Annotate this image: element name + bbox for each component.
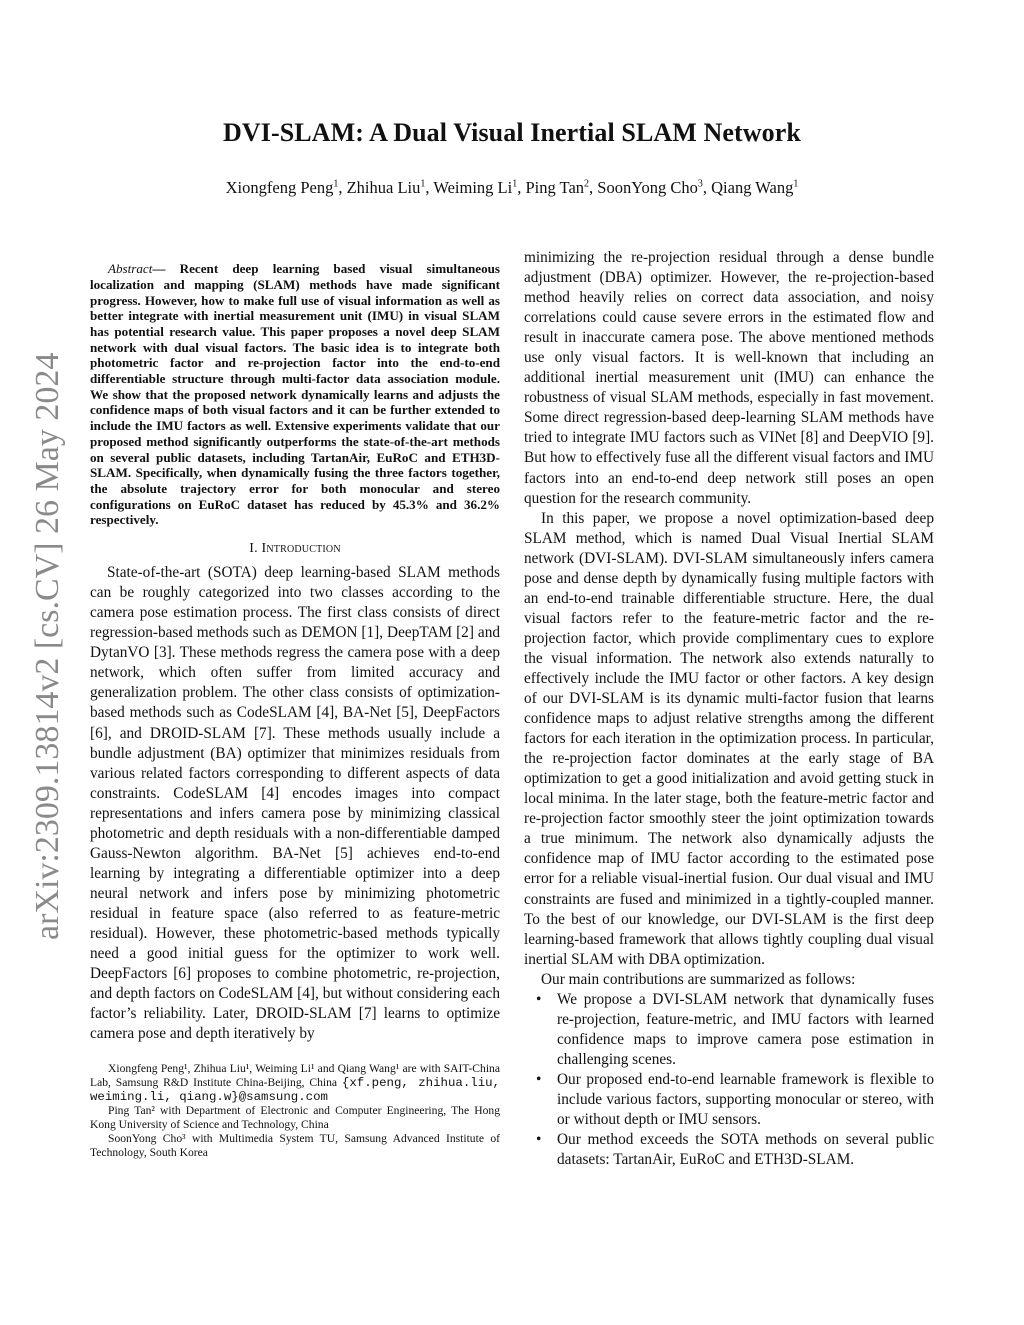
bullet-icon: • <box>536 990 542 1008</box>
author-separator: , <box>517 178 526 197</box>
list-item <box>524 990 934 1070</box>
abstract <box>90 261 500 528</box>
abstract-dash: — <box>152 261 180 277</box>
list-item <box>524 1070 934 1130</box>
footnote-3: SoonYong Cho³ with Multimedia System TU, Samsung Advanced Institute of Technology, South Korea <box>90 1132 500 1160</box>
intro-paragraph-1-continued: minimizing the re-projection residual through a dense bundle adjustment (DBA) optimizer. However, the re-projection-based method heavily relies on correct data association, and noisy correlations could cause severe errors in the estimated flow and result in inaccurate camera pose. The above mentioned methods use only visual factors. It is well-known that including an additional inertial measurement unit (IMU) can enhance the robustness of visual SLAM methods, especially in fast movement. Some direct regression-based deep-learning SLAM methods have tried to integrate IMU factors such as VINet [8] and DeepVIO [9]. But how to effectively fuse all the different visual factors and IMU factors into an end-to-end deep network still poses an open question for the research community. <box>524 249 934 507</box>
author-affiliation: 3 <box>697 178 703 190</box>
author-list <box>0 178 1024 198</box>
author-name: Qiang Wang <box>711 178 794 197</box>
author-separator: , <box>702 178 712 197</box>
contributions-list <box>524 990 934 1170</box>
author-name: Xiongfeng Peng <box>225 178 334 197</box>
section-title: Introduction <box>261 541 341 557</box>
arxiv-identifier <box>18 340 74 940</box>
bullet-icon: • <box>536 1070 542 1088</box>
bullet-icon: • <box>536 1131 542 1149</box>
author-name: SoonYong Cho <box>597 178 698 197</box>
author-separator: , <box>338 178 347 197</box>
left-column <box>90 248 500 1160</box>
footnote-1 <box>90 1062 500 1104</box>
intro-paragraph-1: State-of-the-art (SOTA) deep learning-based SLAM methods can be roughly categorized into two classes according to the camera pose estimation process. The first class consists of direct regression-based methods such as DEMON [1], DeepTAM [2] and DytanVO [3]. These methods regress the camera pose with a deep network, which often suffer from limited accuracy and generalization problem. The other class consists of optimization-based methods such as CodeSLAM [4], BA-Net [5], DeepFactors [6], and DROID-SLAM [7]. These methods usually include a bundle adjustment (BA) optimizer that minimizes residuals from various related factors corresponding to different aspects of data constraints. CodeSLAM [4] encodes images into compact representations and infers camera pose by minimizing classical photometric and depth residuals with a non-differentiable damped Gauss-Newton algorithm. BA-Net [5] achieves end-to-end learning by integrating a differentiable optimizer into a deep neural network and infers pose by minimizing photometric residual in feature space (also referred to as feature-metric residual). However, these photometric-based methods typically need a good initial guess for the optimizer to work well. DeepFactors [6] proposes to combine photometric, re-projection, and depth factors on CodeSLAM [4], but without considering each factor’s reliability. Later, DROID-SLAM [7] learns to optimize camera pose and depth iteratively by <box>90 564 500 1043</box>
author-affiliation: 1 <box>793 178 799 190</box>
author-separator: , <box>589 178 598 197</box>
footnote-1-email: {xf.peng, zhihua.liu, weiming.li, qiang.w}@samsung.com <box>90 1076 500 1105</box>
footnote-1-text: Xiongfeng Peng¹, Zhihua Liu¹, Weiming Li¹ and Qiang Wang¹ are with SAIT-China Lab, Samsung R&D Institute China-Beijing, China <box>90 1062 500 1090</box>
abstract-text: Recent deep learning based visual simultaneous localization and mapping (SLAM) methods have made significant progress. However, how to make full use of visual information as well as better integrate with inertial measurement unit (IMU) in visual SLAM has potential research value. This paper proposes a novel deep SLAM network with dual visual factors. The basic idea is to integrate both photometric factor and re-projection factor into the end-to-end differentiable structure through multi-factor data association module. We show that the proposed network dynamically learns and adjusts the confidence maps of both visual factors and it can be further extended to include the IMU factors as well. Extensive experiments validate that our proposed method significantly outperforms the state-of-the-art methods on several public datasets, including TartanAir, EuRoC and ETH3D-SLAM. Specifically, when dynamically fusing the three factors together, the absolute trajectory error for both monocular and stereo configurations on EuRoC dataset has reduced by 45.3% and 36.2% respectively. <box>90 261 500 528</box>
list-item-text: We propose a DVI-SLAM network that dynamically fuses re-projection, feature-metric, and IMU factors with learned confidence maps to improve camera pose estimation in challenging scenes. <box>557 990 934 1068</box>
author-affiliation: 1 <box>420 178 426 190</box>
section-heading <box>90 541 500 557</box>
footnotes <box>90 1062 500 1160</box>
intro-paragraph-3: Our main contributions are summarized as follows: <box>541 970 856 988</box>
author-affiliation: 1 <box>333 178 339 190</box>
abstract-label: Abstract <box>108 261 153 277</box>
list-item <box>524 1130 934 1170</box>
author-name: Weiming Li <box>433 178 513 197</box>
author-affiliation: 1 <box>512 178 518 190</box>
footnote-2: Ping Tan² with Department of Electronic and Computer Engineering, The Hong Kong University of Science and Technology, China <box>90 1104 500 1132</box>
right-column <box>524 248 934 1170</box>
arxiv-identifier-text: arXiv:2309.13814v2 [cs.CV] 26 May 2024 <box>29 352 66 940</box>
author-separator: , <box>425 178 434 197</box>
intro-paragraph-2: In this paper, we propose a novel optimization-based deep SLAM method, which is named Dual Visual Inertial SLAM network (DVI-SLAM). DVI-SLAM simultaneously infers camera pose and dense depth by dynamically fusing multiple factors with an end-to-end trainable differentiable structure. Here, the dual visual factors refer to the feature-metric factor and the re-projection factor, which provide complimentary cues to explore the visual information. The network also extends naturally to effectively include the IMU factor or other factors. A key design of our DVI-SLAM is its dynamic multi-factor fusion that learns confidence maps to adjust relative strengths among the different factors for each iteration in the optimization process. In particular, the re-projection factor dominates at the early stage of BA optimization to get a good initialization and avoid getting stuck in local minima. In the later stage, both the feature-metric factor and re-projection factor smoothly steer the joint optimization towards a true minimum. The network also dynamically adjusts the confidence map of IMU factor according to the estimated pose error for a reliable visual-inertial fusion. Our dual visual and IMU constraints are fused and minimized in a tightly-coupled manner. To the best of our knowledge, our DVI-SLAM is the first deep learning-based framework that allows tightly coupling dual visual inertial SLAM with DBA optimization. <box>524 509 934 968</box>
section-number: I. <box>249 541 258 557</box>
paper-title: DVI-SLAM: A Dual Visual Inertial SLAM Network <box>223 118 801 147</box>
author-name: Zhihua Liu <box>346 178 421 197</box>
list-item-text: Our proposed end-to-end learnable framework is flexible to include various factors, supporting monocular or stereo, with or without depth or IMU sensors. <box>557 1070 934 1129</box>
author-affiliation: 2 <box>584 178 590 190</box>
list-item-text: Our method exceeds the SOTA methods on several public datasets: TartanAir, EuRoC and ETH3D-SLAM. <box>557 1131 934 1169</box>
author-name: Ping Tan <box>525 178 585 197</box>
